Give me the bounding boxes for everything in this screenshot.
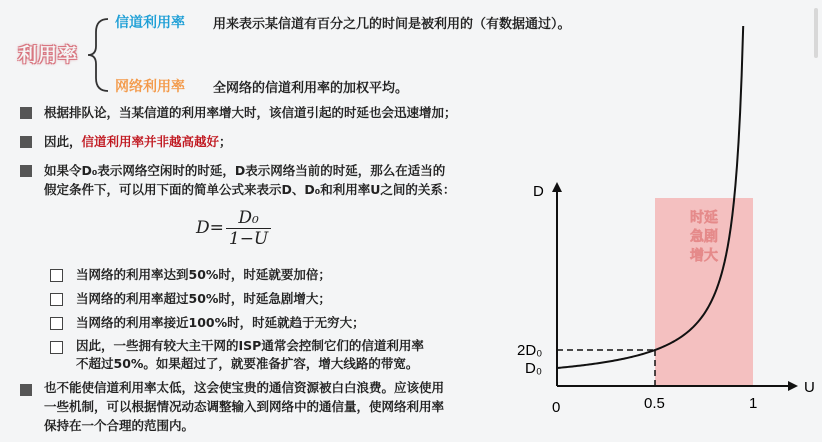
subitem-over-50: 当网络的利用率超过50%时，时延急剧增大；: [76, 291, 331, 306]
scrollbar[interactable]: [814, 8, 818, 58]
x-axis-arrow-icon: [788, 381, 798, 391]
formula-numerator: D₀: [226, 208, 271, 229]
x-tick-label: 0: [552, 399, 561, 416]
bullet-suffix: ；: [219, 134, 232, 149]
delay-utilization-chart: [517, 170, 820, 432]
x-tick-label: 1: [749, 395, 758, 412]
checkbox-icon: [50, 269, 63, 282]
bullet-line: 如果令D₀表示网络空闲时的时延，D表示网络当前的时延，那么在适当的: [44, 163, 446, 178]
bullet-formula-intro: [44, 161, 455, 199]
checkbox-icon: [50, 341, 63, 354]
network-utilization-desc: 全网络的信道利用率的加权平均。: [213, 81, 409, 96]
shade-label-line: 急剧: [690, 229, 718, 245]
network-utilization-term: 网络利用率: [115, 79, 185, 95]
bullet-not-higher-better: [44, 132, 232, 151]
bullet-line: 保持在一个合理的范围内。: [44, 418, 195, 433]
x-axis-label: U: [804, 379, 815, 396]
subitem-line: 因此，一些拥有较大主干网的ISP通常会控制它们的信道利用率: [76, 338, 424, 353]
delay-formula: [196, 208, 271, 249]
checkbox-icon: [50, 293, 63, 306]
y-axis-arrow-icon: [552, 182, 562, 192]
bullet-square-icon: [20, 384, 32, 396]
formula-denominator: 1−U: [228, 229, 269, 249]
formula-fraction: [226, 208, 271, 249]
y-axis-label: D: [533, 183, 544, 200]
brace-icon: [86, 14, 114, 96]
subitem-near-100: 当网络的利用率接近100%时，时延就趋于无穷大；: [76, 315, 365, 330]
bullet-square-icon: [20, 136, 32, 148]
channel-utilization-desc: 用来表示某信道有百分之几的时间是被利用的（有数据通过）。: [213, 17, 571, 32]
subitem-line: 不超过50%。如果超过了，就要准备扩容，增大线路的带宽。: [76, 356, 419, 371]
bullet-highlight: 信道利用率并非越高越好: [81, 134, 220, 149]
bullet-square-icon: [20, 165, 32, 177]
y-tick-label: 2D₀: [517, 342, 543, 359]
bullet-line: 一些机制，可以根据情况动态调整输入到网络中的通信量，使网络利用率: [44, 399, 445, 414]
bullet-prefix: 因此，: [44, 134, 82, 149]
checkbox-icon: [50, 317, 63, 330]
channel-utilization-term: 信道利用率: [115, 15, 185, 31]
bullet-line: 假定条件下，可以用下面的简单公式来表示D、D₀和利用率U之间的关系：: [44, 182, 456, 197]
y-tick-label: D₀: [525, 360, 543, 377]
shade-label-line: 增大: [690, 248, 718, 264]
bullet-not-too-low: [44, 378, 444, 435]
subitem-isp-control: [76, 337, 424, 373]
shade-label-group: [690, 209, 718, 264]
shade-region: [655, 198, 753, 386]
bullet-square-icon: [20, 107, 32, 119]
subitem-50-double: 当网络的利用率达到50%时，时延就要加倍；: [76, 267, 331, 282]
bullet-queueing: 根据排队论，当某信道的利用率增大时，该信道引起的时延也会迅速增加；: [44, 105, 457, 120]
x-tick-label: 0.5: [644, 395, 665, 412]
utilization-title: 利用率: [18, 44, 79, 66]
shade-label-line: 时延: [690, 210, 718, 226]
formula-lhs: D=: [196, 218, 224, 238]
bullet-line: 也不能使信道利用率太低，这会使宝贵的通信资源被白白浪费。应该使用: [44, 380, 445, 395]
